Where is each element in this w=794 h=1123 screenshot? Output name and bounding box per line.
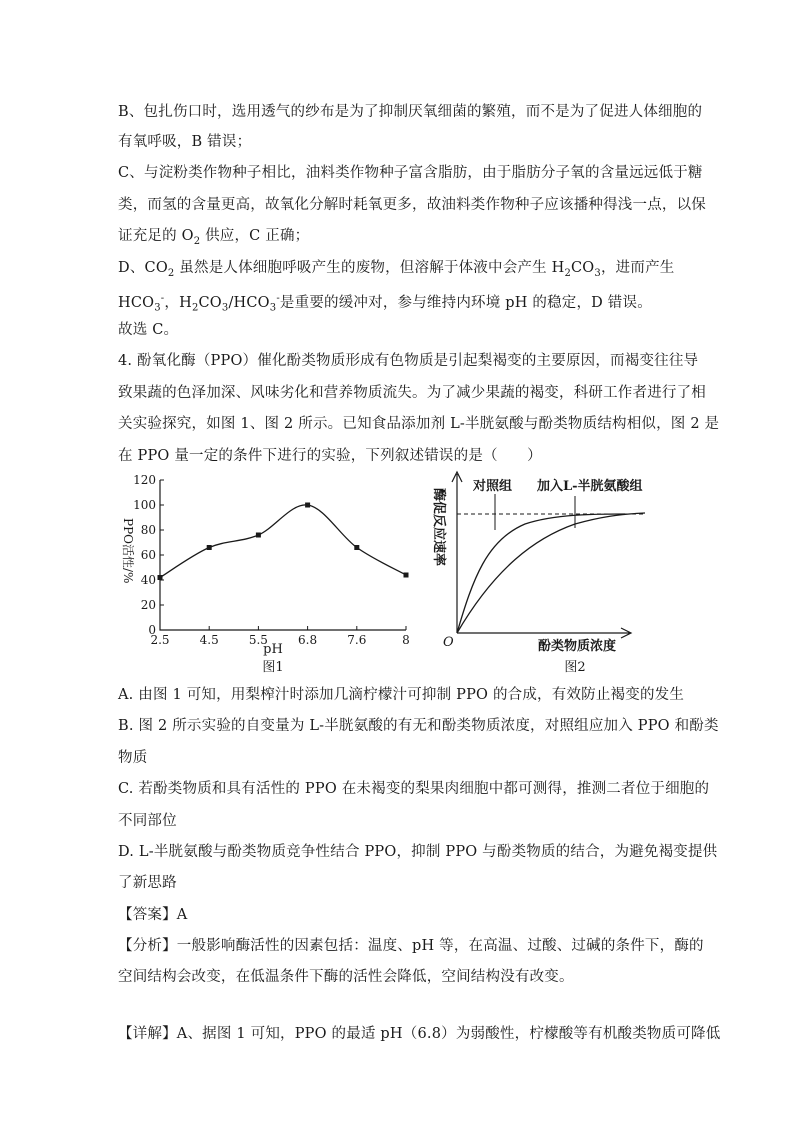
figure-1-chart [118, 468, 418, 678]
option-b-line-2: 物质 [118, 750, 148, 766]
fig1-y-tick-label: 80 [140, 523, 156, 537]
text-line-7: $HCO_3^-$，$H_2CO_3/HCO_3^-$是重要的缓冲对，参与维持内环境 pH 的稳定，D 错误。 [118, 293, 652, 314]
detail-line-1: 【详解】A、据图 1 可知，PPO 的最适 pH（6.8）为弱酸性，柠檬酸等有机酸类物质可降低 [118, 1026, 721, 1042]
fig2-legend-control: 对照组 [473, 479, 513, 494]
fig1-data-point [354, 545, 359, 550]
fig1-y-tick-label: 60 [140, 548, 156, 562]
fig1-x-tick-label: 8 [402, 633, 410, 647]
option-d-line-2: 了新思路 [118, 875, 177, 891]
option-d-line-1: D. L-半胱氨酸与酚类物质竞争性结合 PPO，抑制 PPO 与酚类物质的结合，为避免褐变提供 [118, 844, 718, 860]
text-line-4: 类，而氢的含量更高，故氧化分解时耗氧更多，故油料类作物种子应该播种得浅一点，以保 [118, 197, 706, 213]
analysis-line-1: 【分析】一般影响酶活性的因素包括：温度、pH 等，在高温、过酸、过碱的条件下，酶的 [118, 938, 704, 954]
question-4-line-2: 致果蔬的色泽加深、风味劣化和营养物质流失。为了减少果蔬的褐变，科研工作者进行了相 [118, 385, 706, 401]
fig1-x-tick-label: 5.5 [248, 633, 268, 647]
fig1-data-point [158, 575, 163, 580]
text-line-5: 证充足的 $O_2$ 供应，C 正确； [118, 228, 310, 247]
fig1-x-tick-label: 2.5 [150, 633, 170, 647]
fig1-y-tick-label: 40 [140, 573, 156, 587]
fig1-y-tick-label: 20 [140, 598, 156, 612]
fig2-y-axis-label: 酶促反应速率 [431, 488, 446, 567]
fig2-caption: 图2 [564, 660, 586, 675]
text-line-8: 故选 C。 [118, 322, 179, 338]
text-line-2: 有氧呼吸，B 错误； [118, 134, 252, 150]
fig2-legend-cysteine: 加入L-半胱氨酸组 [537, 479, 643, 494]
fig2-y-axis [452, 472, 462, 633]
fig2-cysteine-curve [457, 513, 645, 633]
option-b-line-1: B. 图 2 所示实验的自变量为 L-半胱氨酸的有无和酚类物质浓度，对照组应加入 PPO 和酚类 [118, 718, 719, 734]
fig1-y-tick-label: 120 [133, 473, 156, 487]
fig1-data-point [207, 545, 212, 550]
option-a: A. 由图 1 可知，用梨榨汁时添加几滴柠檬汁可抑制 PPO 的合成，有效防止褐变的发生 [118, 687, 685, 703]
answer-line: 【答案】A [118, 907, 188, 923]
fig1-x-tick-label: 7.6 [347, 633, 367, 647]
fig1-data-point [256, 533, 261, 538]
fig1-ppo-activity-curve [160, 505, 406, 578]
fig1-x-tick-label: 6.8 [298, 633, 318, 647]
fig2-control-curve [457, 514, 625, 633]
question-4-line-4: 在 PPO 量一定的条件下进行的实验，下列叙述错误的是（ ） [118, 448, 542, 464]
text-line-1: B、包扎伤口时，选用透气的纱布是为了抑制厌氧细菌的繁殖，而不是为了促进人体细胞的 [118, 104, 703, 120]
fig2-origin-label: O [443, 635, 454, 650]
fig1-caption: 图1 [262, 660, 284, 675]
fig1-x-tick-label: 4.5 [199, 633, 219, 647]
fig1-data-point [404, 573, 409, 578]
text-line-6: D、$CO_2$ 虽然是人体细胞呼吸产生的废物，但溶解于体液中会产生 $H_2CO_3$，进而产生 [118, 260, 675, 279]
fig1-data-point [305, 503, 310, 508]
question-4-line-1: 4. 酚氧化酶（PPO）催化酚类物质形成有色物质是引起梨褐变的主要原因，而褐变往往导 [118, 353, 699, 369]
question-4-line-3: 关实验探究，如图 1、图 2 所示。已知食品添加剂 L-半胱氨酸与酚类物质结构相似，图 2 是 [118, 416, 720, 432]
fig2-x-axis-label: 酚类物质浓度 [538, 639, 617, 654]
option-c-line-2: 不同部位 [118, 813, 177, 829]
analysis-line-2: 空间结构会改变，在低温条件下酶的活性会降低，空间结构没有改变。 [118, 969, 574, 985]
fig1-y-axis-label: PPO活性/% [121, 518, 135, 584]
fig2-x-axis [457, 628, 631, 638]
fig1-x-axis-label: pH [263, 642, 283, 657]
text-line-3: C、与淀粉类作物种子相比，油料类作物种子富含脂肪，由于脂肪分子氧的含量远远低于糖 [118, 165, 703, 181]
fig1-y-tick-label: 0 [148, 623, 156, 637]
fig1-y-tick-label: 100 [133, 498, 156, 512]
figure-2-chart [425, 468, 665, 678]
option-c-line-1: C. 若酚类物质和具有活性的 PPO 在未褐变的梨果肉细胞中都可测得，推测二者位于细胞的 [118, 781, 710, 797]
